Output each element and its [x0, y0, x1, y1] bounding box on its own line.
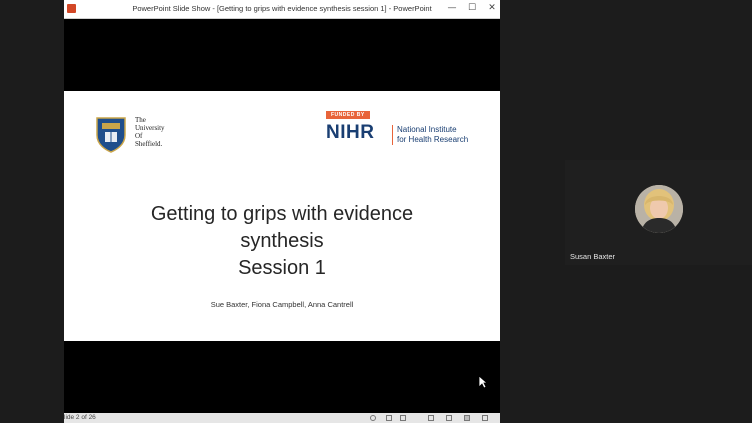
participant-photo-icon — [635, 185, 683, 233]
funded-by-label: FUNDED BY — [326, 111, 370, 119]
university-name-line: The — [135, 116, 146, 124]
slide[interactable] — [64, 91, 500, 341]
slide-authors: Sue Baxter, Fiona Campbell, Anna Cantrell — [210, 300, 354, 309]
window-title: PowerPoint Slide Show - [Getting to grips with evidence synthesis session 1] - PowerPoint — [132, 4, 432, 13]
nihr-name-line: National Institute — [397, 125, 457, 134]
crest-icon — [94, 115, 128, 153]
minimize-button[interactable]: — — [447, 3, 457, 13]
close-button[interactable]: ✕ — [488, 3, 496, 13]
title-bar — [64, 0, 500, 19]
comments-icon[interactable] — [400, 415, 406, 421]
nihr-full-name — [397, 125, 468, 145]
university-name-line: University — [135, 124, 165, 132]
slide-title-line: Getting to grips with evidence — [150, 203, 414, 225]
maximize-button[interactable]: ☐ — [467, 3, 477, 13]
university-of-sheffield-logo — [94, 113, 184, 155]
slide-title — [64, 201, 500, 282]
mouse-cursor-icon — [478, 375, 488, 389]
participant-avatar — [635, 185, 683, 233]
notes-icon[interactable] — [386, 415, 392, 421]
university-name — [135, 116, 195, 148]
slideshow-icon[interactable] — [482, 415, 488, 421]
reading-view-icon[interactable] — [464, 415, 470, 421]
nihr-name-line: for Health Research — [397, 135, 469, 144]
slide-title-line: synthesis — [240, 230, 324, 252]
slide-sorter-icon[interactable] — [446, 415, 452, 421]
nihr-wordmark: NIHR — [326, 122, 375, 143]
normal-view-icon[interactable] — [428, 415, 434, 421]
pointer-options-icon[interactable] — [370, 415, 376, 421]
nihr-divider — [392, 125, 393, 145]
powerpoint-window — [64, 0, 500, 423]
participant-video-tile[interactable] — [565, 160, 752, 265]
participant-name: Susan Baxter — [570, 252, 616, 261]
slide-counter: lide 2 of 26 — [64, 414, 96, 421]
status-bar — [64, 413, 500, 423]
university-name-line: Sheffield. — [135, 140, 163, 148]
slide-title-line: Session 1 — [238, 257, 326, 279]
nihr-logo — [326, 111, 496, 151]
university-name-line: Of — [135, 132, 143, 140]
